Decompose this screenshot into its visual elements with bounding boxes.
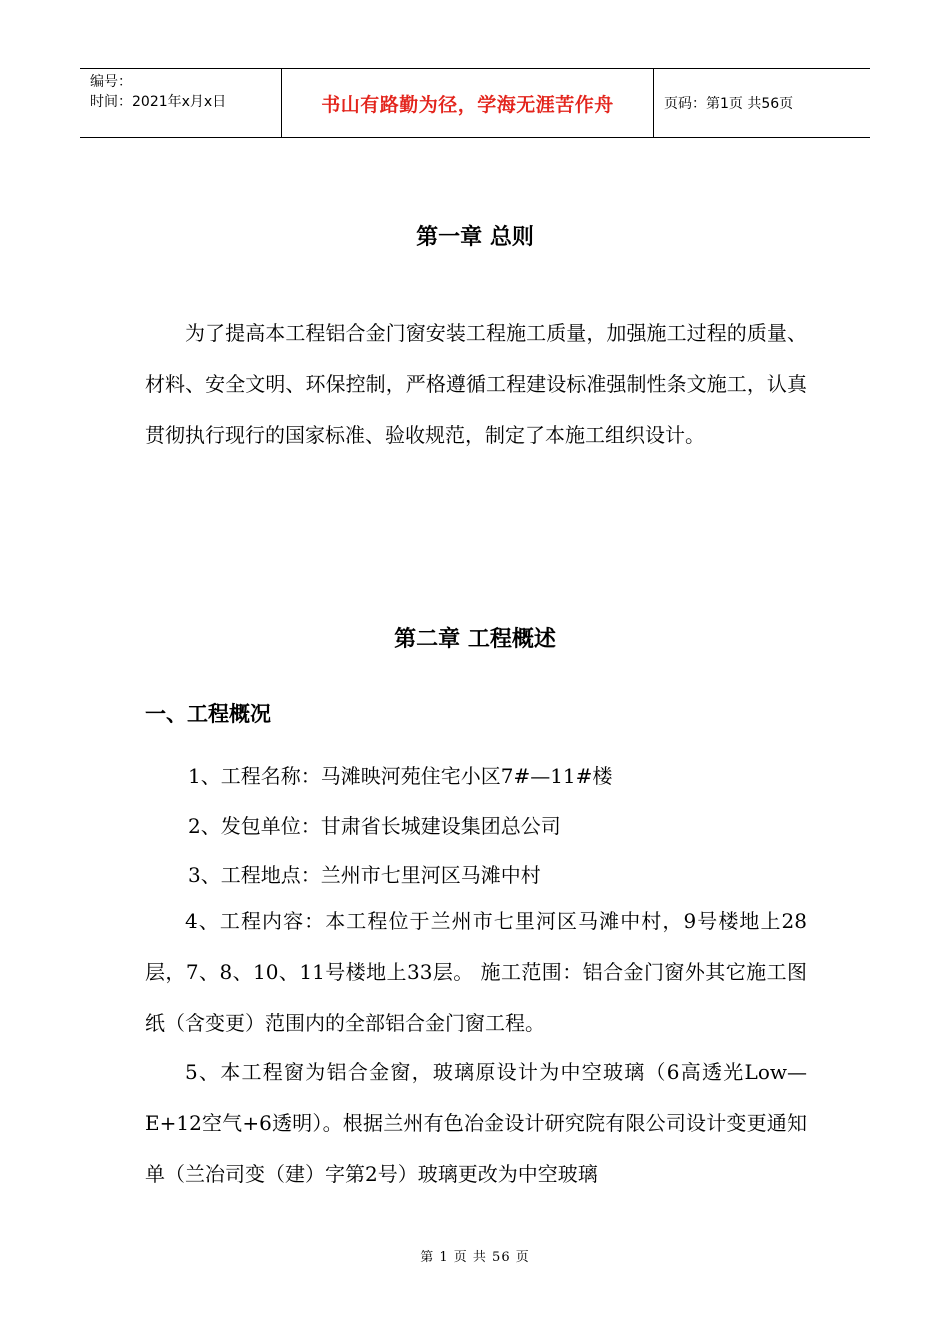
list-item-project-name: 1、工程名称：马滩映河苑住宅小区7#—11#楼 — [188, 764, 613, 788]
chapter1-title: 第一章 总则 — [416, 225, 534, 250]
header-meta — [80, 69, 282, 137]
list-item-contractor: 2、发包单位：甘肃省长城建设集团总公司 — [188, 814, 561, 838]
list-item-content: 4、工程内容：本工程位于兰州市七里河区马滩中村，9号楼地上28层，7、8、10、11号楼地上33层。 施工范围：铝合金门窗外其它施工图纸（含变更）范围内的全部铝合金门窗工程。 — [145, 909, 807, 1035]
page-header — [80, 68, 870, 138]
chapter2-title: 第二章 工程概述 — [394, 627, 556, 652]
section1-title: 一、工程概况 — [145, 702, 271, 726]
list-item-location: 3、工程地点：兰州市七里河区马滩中村 — [188, 863, 541, 887]
header-page-info: 页码：第1页 共56页 — [664, 96, 794, 112]
header-time-label: 时间：2021年x月x日 — [90, 94, 227, 110]
header-number-label: 编号： — [90, 74, 132, 90]
header-motto: 书山有路勤为径，学海无涯苦作舟 — [282, 69, 654, 137]
page-footer: 第 1 页 共 56 页 — [420, 1250, 530, 1265]
list-item-window-glass: 5、本工程窗为铝合金窗，玻璃原设计为中空玻璃（6高透光Low—E+12空气+6透明）。根据兰州有色冶金设计研究院有限公司设计变更通知单（兰冶司变（建）字第2号）玻璃更改为中空玻璃 — [145, 1060, 807, 1186]
chapter1-paragraph: 为了提高本工程铝合金门窗安装工程施工质量，加强施工过程的质量、材料、安全文明、环保控制，严格遵循工程建设标准强制性条文施工，认真贯彻执行现行的国家标准、验收规范，制定了本施工组织设计。 — [145, 321, 807, 447]
